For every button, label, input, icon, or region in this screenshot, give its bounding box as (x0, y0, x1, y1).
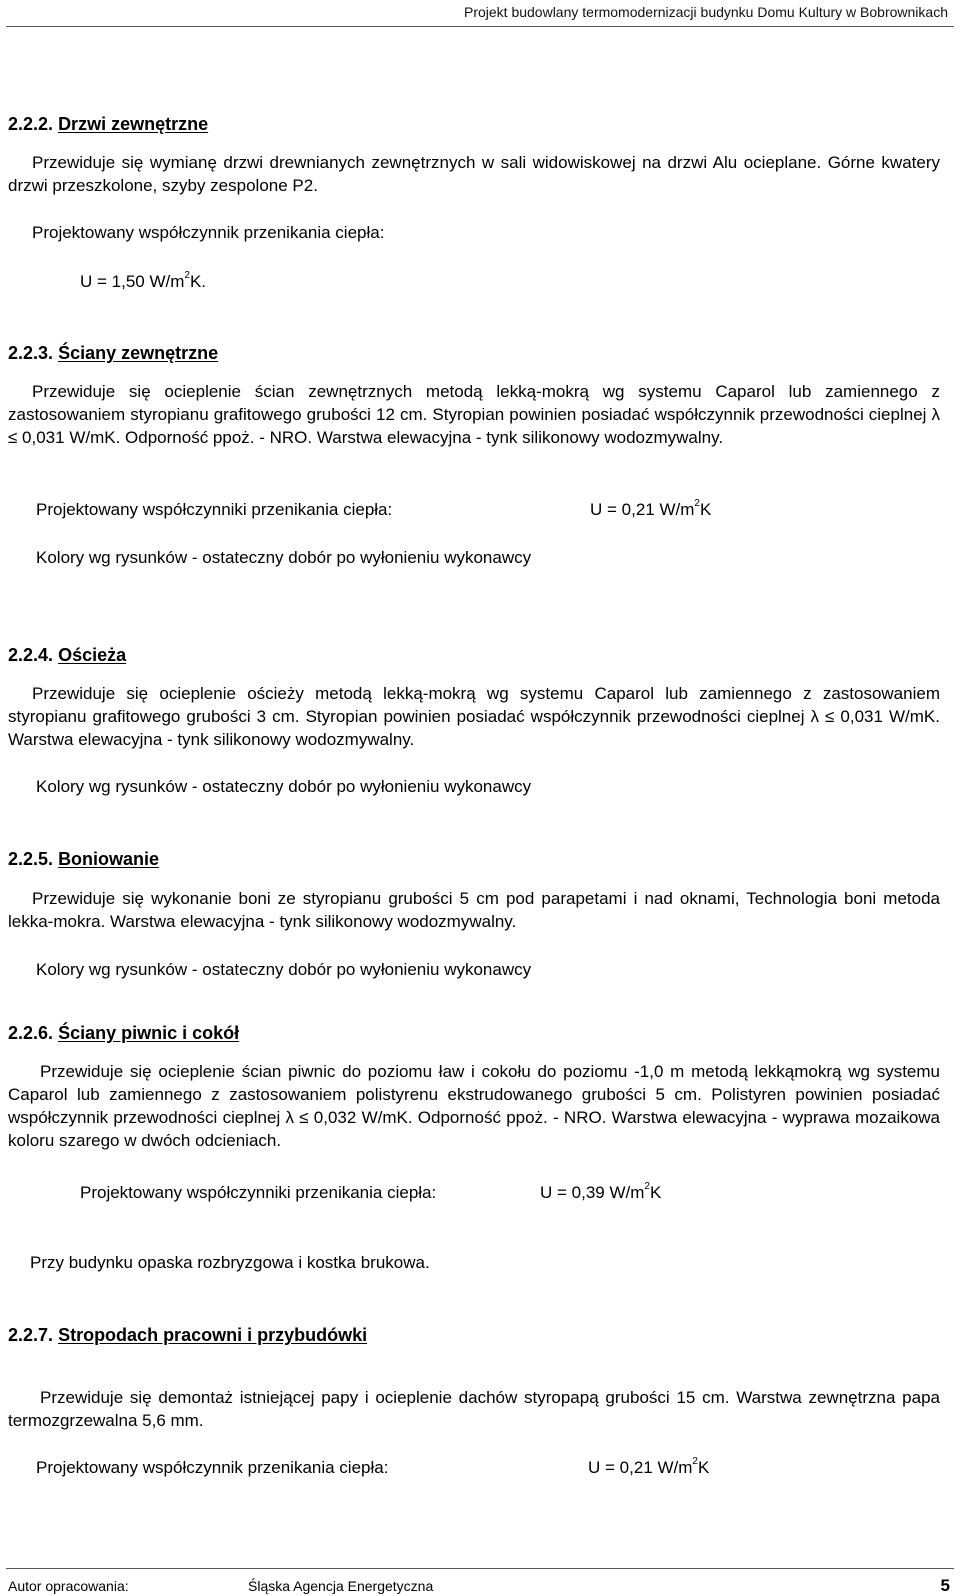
section-number: 2.2.4. (8, 645, 54, 665)
section-title: Boniowanie (58, 849, 160, 869)
section-number: 2.2.5. (8, 849, 54, 869)
paragraph: Przewiduje się wymianę drzwi drewnianych zewnętrznych w sali widowiskowej na drzwi Alu ocieplane. Górne kwatery drzwi przeszkolone, szyby zespolone P2. (8, 153, 940, 195)
u-value: U = 0,21 $W/m^2K$ (590, 498, 712, 519)
section-number: 2.2.3. (8, 343, 54, 363)
site-note: Przy budynku opaska rozbryzgowa i kostka brukowa. (30, 1253, 430, 1272)
page-number: 5 (940, 1576, 950, 1595)
footer-author-label: Autor opracowania: (8, 1578, 129, 1594)
section-heading-2-2-4 (8, 644, 126, 667)
section-number: 2.2.2. (8, 114, 54, 134)
section-heading-2-2-7 (8, 1324, 367, 1347)
section-heading-2-2-5 (8, 848, 159, 871)
section-heading-2-2-3 (8, 342, 218, 365)
u-value: U = 1,50 $W/m^2K$. (80, 270, 207, 291)
paragraph: Przewiduje się wykonanie boni ze styropianu grubości 5 cm pod parapetami i nad oknami, Technologia boni metoda lekka-mokra. Warstwa elewacyjna - tynk silikonowy wodozmywalny. (8, 889, 940, 931)
footer-rule (6, 1568, 954, 1569)
section-title: Ościeża (58, 645, 127, 665)
section-heading-2-2-2 (8, 113, 208, 136)
coefficient-label: Projektowany współczynnik przenikania ciepła: (36, 1458, 389, 1477)
section-title: Ściany zewnętrzne (58, 343, 219, 363)
coefficient-label: Projektowany współczynniki przenikania ciepła: (80, 1183, 437, 1202)
paragraph: Przewiduje się ocieplenie ścian zewnętrznych metodą lekką-mokrą wg systemu Caparol lub zamiennego z zastosowaniem styropianu grafitowego grubości 12 cm. Styropian powinien posiadać współczynnik przewodności cieplnej λ ≤ 0,031 W/mK. Odporność ppoż. - NRO. Warstwa elewacyjna - tynk silikonowy wodozmywalny. (8, 382, 940, 447)
page-header (0, 0, 960, 24)
u-value: U = 0,39 $W/m^2K$ (540, 1181, 662, 1202)
section-title: Ściany piwnic i cokół (58, 1023, 240, 1043)
section-title: Stropodach pracowni i przybudówki (58, 1325, 368, 1345)
section-heading-2-2-6 (8, 1022, 239, 1045)
page-footer (0, 1556, 960, 1595)
coefficient-label: Projektowany współczynniki przenikania ciepła: (36, 500, 393, 519)
footer-author-value: Śląska Agencja Energetyczna (248, 1578, 434, 1594)
section-number: 2.2.7. (8, 1325, 54, 1345)
section-number: 2.2.6. (8, 1023, 54, 1043)
paragraph: Przewiduje się ocieplenie ościeży metodą lekką-mokrą wg systemu Caparol lub zamiennego z zastosowaniem styropianu grafitowego grubości 3 cm. Styropian powinien posiadać współczynnik przewodności cieplnej λ ≤ 0,031 W/mK. Warstwa elewacyjna - tynk silikonowy wodozmywalny. (8, 684, 940, 749)
colors-note: Kolory wg rysunków - ostateczny dobór po wyłonieniu wykonawcy (36, 548, 532, 567)
header-title: Projekt budowlany termomodernizacji budynku Domu Kultury w Bobrownikach (463, 4, 948, 20)
section-title: Drzwi zewnętrzne (58, 114, 209, 134)
paragraph: Przewiduje się demontaż istniejącej papy i ocieplenie dachów styropapą grubości 15 cm. Warstwa zewnętrzna papa termozgrzewalna 5,6 mm. (8, 1388, 940, 1430)
header-rule (6, 26, 954, 27)
colors-note: Kolory wg rysunków - ostateczny dobór po wyłonieniu wykonawcy (36, 960, 532, 979)
coefficient-label: Projektowany współczynnik przenikania ciepła: (32, 223, 385, 242)
colors-note: Kolory wg rysunków - ostateczny dobór po wyłonieniu wykonawcy (36, 777, 532, 796)
paragraph: Przewiduje się ocieplenie ścian piwnic do poziomu ław i cokołu do poziomu -1,0 m metodą lekkąmokrą wg systemu Caparol lub zamiennego z zastosowaniem polistyrenu ekstrudowanego grubości 5 cm. Polistyren powinien posiadać współczynnik przewodności cieplnej λ ≤ 0,032 W/mK. Odporność ppoż. - NRO. Warstwa elewacyjna - wyprawa mozaikowa koloru szarego w dwóch odcieniach. (8, 1062, 940, 1150)
u-value: U = 0,21 $W/m^2K$ (588, 1456, 710, 1477)
